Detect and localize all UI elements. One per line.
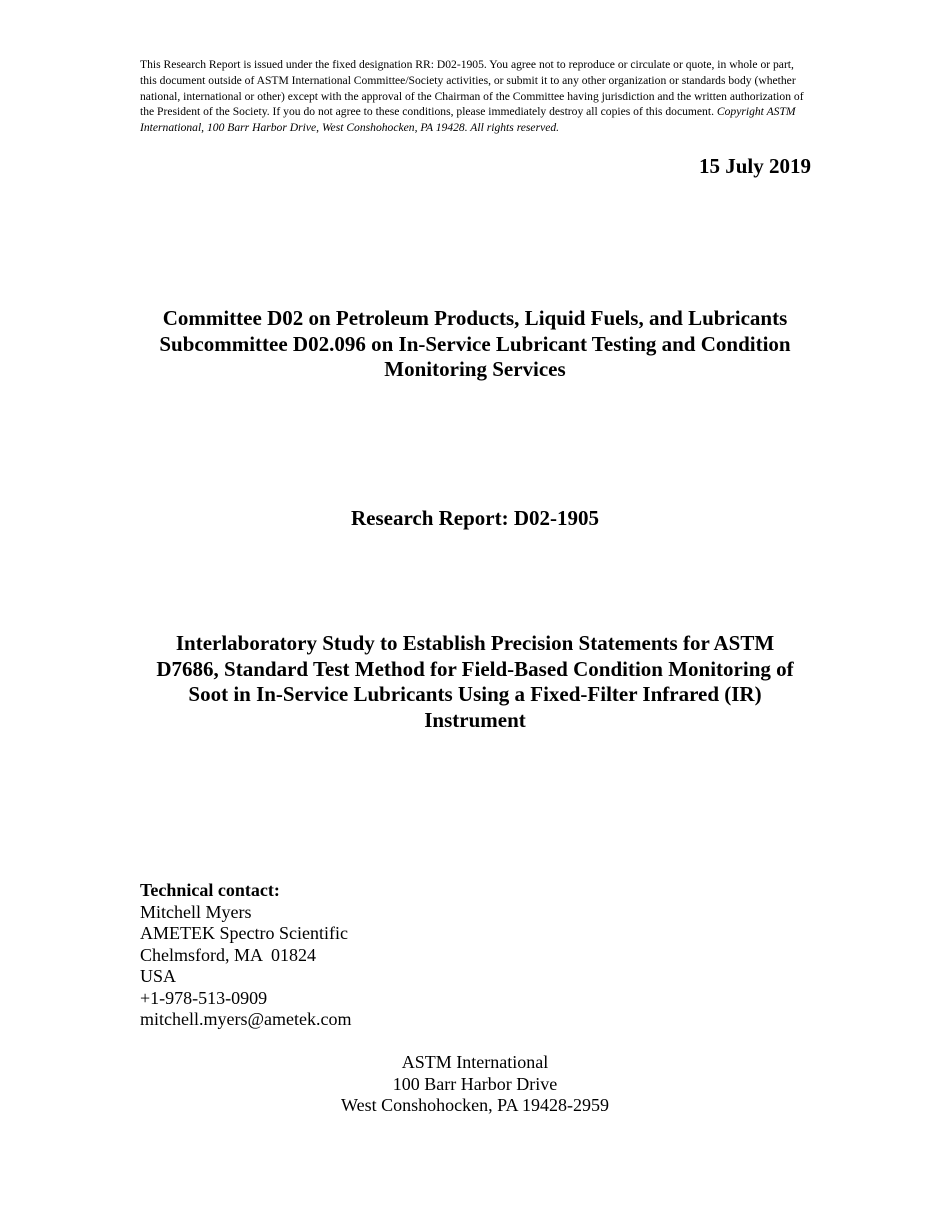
address-line-2: 100 Barr Harbor Drive [392, 1073, 558, 1094]
contact-country: USA [140, 966, 177, 986]
contact-name: Mitchell Myers [140, 901, 252, 922]
contact-phone: +1-978-513-0909 [140, 987, 268, 1008]
contact-company: AMETEK Spectro Scientific [140, 923, 348, 943]
contact-city: Chelmsford, MA 01824 [140, 944, 317, 965]
usage-notice-text: This Research Report is issued under the fixed designation RR: D02-1905. You agree not to reproduce or circulate or quote, in whole or part, this document outside of ASTM International Committee/Society activities, or submit it to any other organization or standards body (whether national, international or other) except with the approval of the Chairman of the Committee having jurisdiction and the written authorization of the President of the Society. If you do not agree to these conditions, please immediately destroy all copies of this document. [140, 58, 804, 119]
astm-address [200, 1052, 750, 1117]
technical-contact [140, 880, 352, 1031]
address-line-3: West Conshohocken, PA 19428-2959 [341, 1095, 609, 1115]
contact-email: mitchell.myers@ametek.com [140, 1009, 352, 1029]
committee-line-1: Committee D02 on Petroleum Products, Liquid Fuels, and Lubricants [162, 306, 788, 330]
usage-notice [140, 57, 812, 136]
contact-label: Technical contact: [140, 880, 280, 900]
committee-heading [120, 306, 830, 383]
committee-line-2: Subcommittee D02.096 on In-Service Lubricant Testing and Condition [159, 331, 791, 356]
committee-line-3: Monitoring Services [384, 357, 566, 381]
address-line-1: ASTM International [401, 1052, 549, 1072]
copyright-text: Copyright ASTM International, 100 Barr Harbor Drive, West Conshohocken, PA 19428. All rights reserved. [140, 105, 796, 135]
study-title-line-1: Interlaboratory Study to Establish Precision Statements for ASTM [175, 631, 775, 655]
study-title-line-4: Instrument [424, 707, 526, 732]
report-date: 15 July 2019 [698, 154, 811, 178]
study-title-line-2: D7686, Standard Test Method for Field-Based Condition Monitoring of [156, 656, 794, 681]
study-title-line-3: Soot in In-Service Lubricants Using a Fixed-Filter Infrared (IR) [188, 682, 762, 706]
report-id: Research Report: D02-1905 [350, 506, 600, 530]
study-title [120, 631, 830, 733]
